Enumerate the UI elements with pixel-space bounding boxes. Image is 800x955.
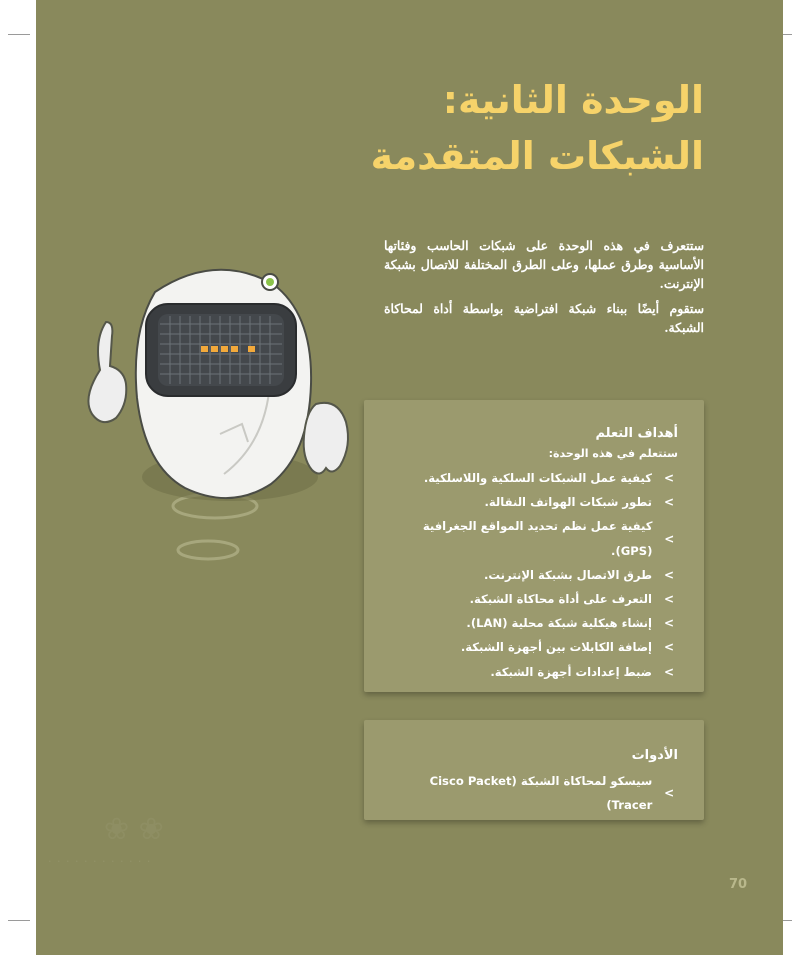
intro-paragraph-1: ستتعرف في هذه الوحدة على شبكات الحاسب وفئاتها الأساسية وطرق عملها، وعلى الطرق المختلفة للاتصال بشبكة الإنترنت. [384,238,704,291]
unit-title-line1: الوحدة الثانية: [442,78,704,122]
list-item [384,563,678,587]
unit-title-line2: الشبكات المتقدمة [370,134,704,178]
list-item-text: تطور شبكات الهواتف النقالة. [484,495,652,510]
list-item [384,769,678,817]
list-item [384,660,678,684]
objectives-list [384,466,678,684]
list-item-text: كيفية عمل الشبكات السلكية واللاسلكية. [423,471,652,485]
crop-mark [8,34,30,35]
chevron-right-icon: > [663,664,675,679]
objectives-subheading: ستتعلم في هذه الوحدة: [548,447,678,460]
chevron-right-icon: > [664,786,675,801]
watermark-text: · · · · · · · · · · · · [48,855,152,868]
robot-mascot-icon [80,262,360,572]
chevron-right-icon: > [664,531,675,546]
watermark-graphic: ❀ ❀ [104,812,164,847]
tools-box [364,720,704,820]
unit-title [144,72,704,184]
list-item-text: ضبط إعدادات أجهزة الشبكة. [490,664,652,679]
unit-intro [384,236,704,343]
page-number: 70 [729,877,748,892]
list-item-text: كيفية عمل نظم تحديد المواقع الجغرافية (GPS). [422,519,653,558]
list-item-text: إنشاء هيكلية شبكة محلية (LAN). [466,616,652,631]
intro-paragraph-2: ستقوم أيضًا ببناء شبكة افتراضية بواسطة أداة لمحاكاة الشبكة. [384,301,704,335]
chevron-right-icon: > [663,471,675,485]
list-item [384,514,678,562]
tools-list [384,769,678,817]
list-item [384,611,678,635]
chevron-right-icon: > [663,592,675,607]
objectives-heading: أهداف التعلم [595,426,678,441]
list-item-text: سيسكو لمحاكاة الشبكة (Cisco Packet Tracer) [429,774,653,813]
chevron-right-icon: > [663,616,675,631]
chevron-right-icon: > [663,640,675,655]
list-item-text: طرق الاتصال بشبكة الإنترنت. [484,567,652,582]
list-item-text: التعرف على أداة محاكاة الشبكة. [469,592,652,607]
tools-heading: الأدوات [631,748,678,763]
chevron-right-icon: > [663,567,675,582]
list-item [384,587,678,611]
list-item-text: إضافة الكابلات بين أجهزة الشبكة. [460,640,652,655]
list-item [384,490,678,514]
crop-mark [8,920,30,921]
list-item [384,466,678,490]
list-item [384,635,678,659]
learning-objectives-box [364,400,704,692]
chevron-right-icon: > [663,495,675,510]
